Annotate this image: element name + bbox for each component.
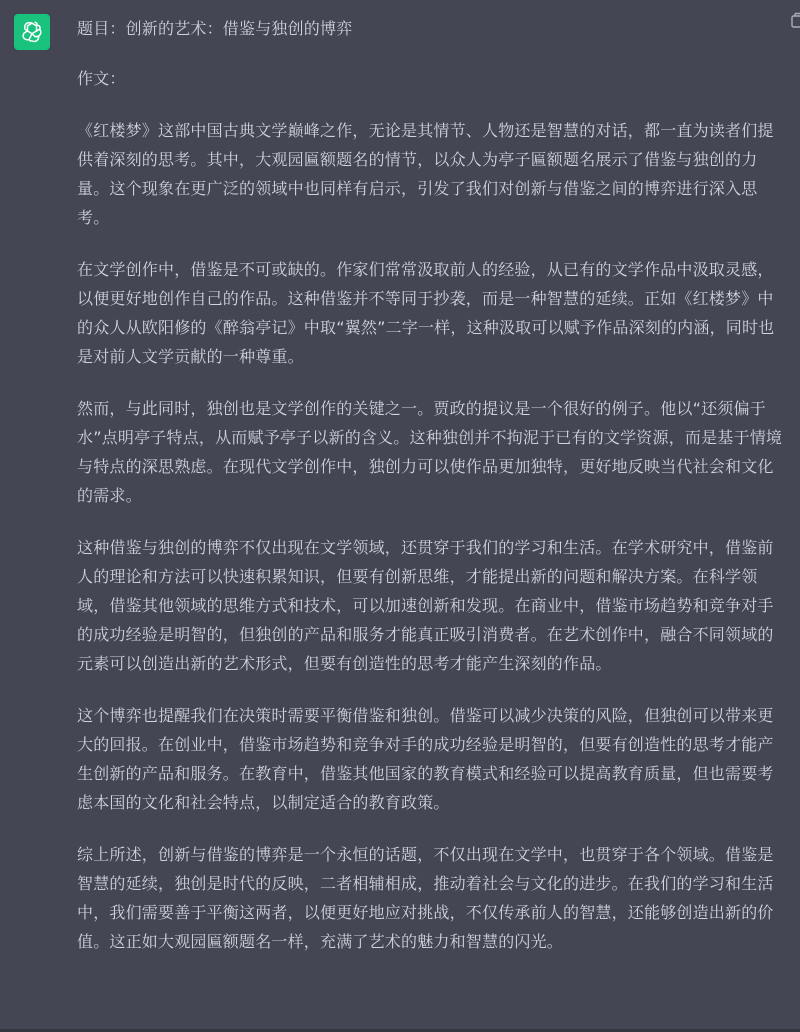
essay-title: 题目：创新的艺术：借鉴与独创的博弈 [77, 19, 353, 38]
message-content [77, 14, 789, 979]
essay-paragraph-4: 这种借鉴与独创的博弈不仅出现在文学领域，还贯穿于我们的学习和生活。在学术研究中，借鉴前人的理论和方法可以快速积累知识，但要有创新思维，才能提出新的问题和解决方案。在科学领域，借鉴其他领域的思维方式和技术，可以加速创新和发现。在商业中，借鉴市场趋势和竞争对手的成功经验是明智的，但独创的产品和服务才能真正吸引消费者。在艺术创作中，融合不同领域的元素可以创造出新的艺术形式，但要有创造性的思考才能产生深刻的作品。 [77, 538, 774, 673]
assistant-avatar [14, 14, 50, 50]
essay-paragraph-5: 这个博弈也提醒我们在决策时需要平衡借鉴和独创。借鉴可以减少决策的风险，但独创可以带来更大的回报。在创业中，借鉴市场趋势和竞争对手的成功经验是明智的，但要有创造性的思考才能产生创新的产品和服务。在教育中，借鉴其他国家的教育模式和经验可以提高教育质量，但也需要考虑本国的文化和社会特点，以制定适合的教育政策。 [77, 706, 774, 812]
essay-paragraph-2: 在文学创作中，借鉴是不可或缺的。作家们常常汲取前人的经验，从已有的文学作品中汲取灵感，以便更好地创作自己的作品。这种借鉴并不等同于抄袭，而是一种智慧的延续。正如《红楼梦》中的众人从欧阳修的《醉翁亭记》中取“翼然”二字一样，这种汲取可以赋予作品深刻的内涵，同时也是对前人文学贡献的一种尊重。 [77, 260, 775, 366]
essay-label: 作文： [77, 69, 126, 88]
essay-paragraph-3: 然而，与此同时，独创也是文学创作的关键之一。贾政的提议是一个很好的例子。他以“还须偏于水”点明亭子特点，从而赋予亭子以新的含义。这种独创并不拘泥于已有的文学资源，而是基于情境与特点的深思熟虑。在现代文学创作中，独创力可以使作品更加独特，更好地反映当代社会和文化的需求。 [77, 399, 783, 505]
openai-logo-icon [20, 20, 44, 44]
copy-button[interactable] [790, 12, 800, 30]
essay-paragraph-1: 《红楼梦》这部中国古典文学巅峰之作，无论是其情节、人物还是智慧的对话，都一直为读者们提供着深刻的思考。其中，大观园匾额题名的情节，以众人为亭子匾额题名展示了借鉴与独创的力量。这个现象在更广泛的领域中也同样有启示，引发了我们对创新与借鉴之间的博弈进行深入思考。 [77, 121, 774, 227]
essay-paragraph-6: 综上所述，创新与借鉴的博弈是一个永恒的话题，不仅出现在文学中，也贯穿于各个领域。借鉴是智慧的延续，独创是时代的反映，二者相辅相成，推动着社会与文化的进步。在我们的学习和生活中，我们需要善于平衡这两者，以便更好地应对挑战，不仅传承前人的智慧，还能够创造出新的价值。这正如大观园匾额题名一样，充满了艺术的魅力和智慧的闪光。 [77, 845, 774, 951]
copy-icon [790, 12, 800, 30]
